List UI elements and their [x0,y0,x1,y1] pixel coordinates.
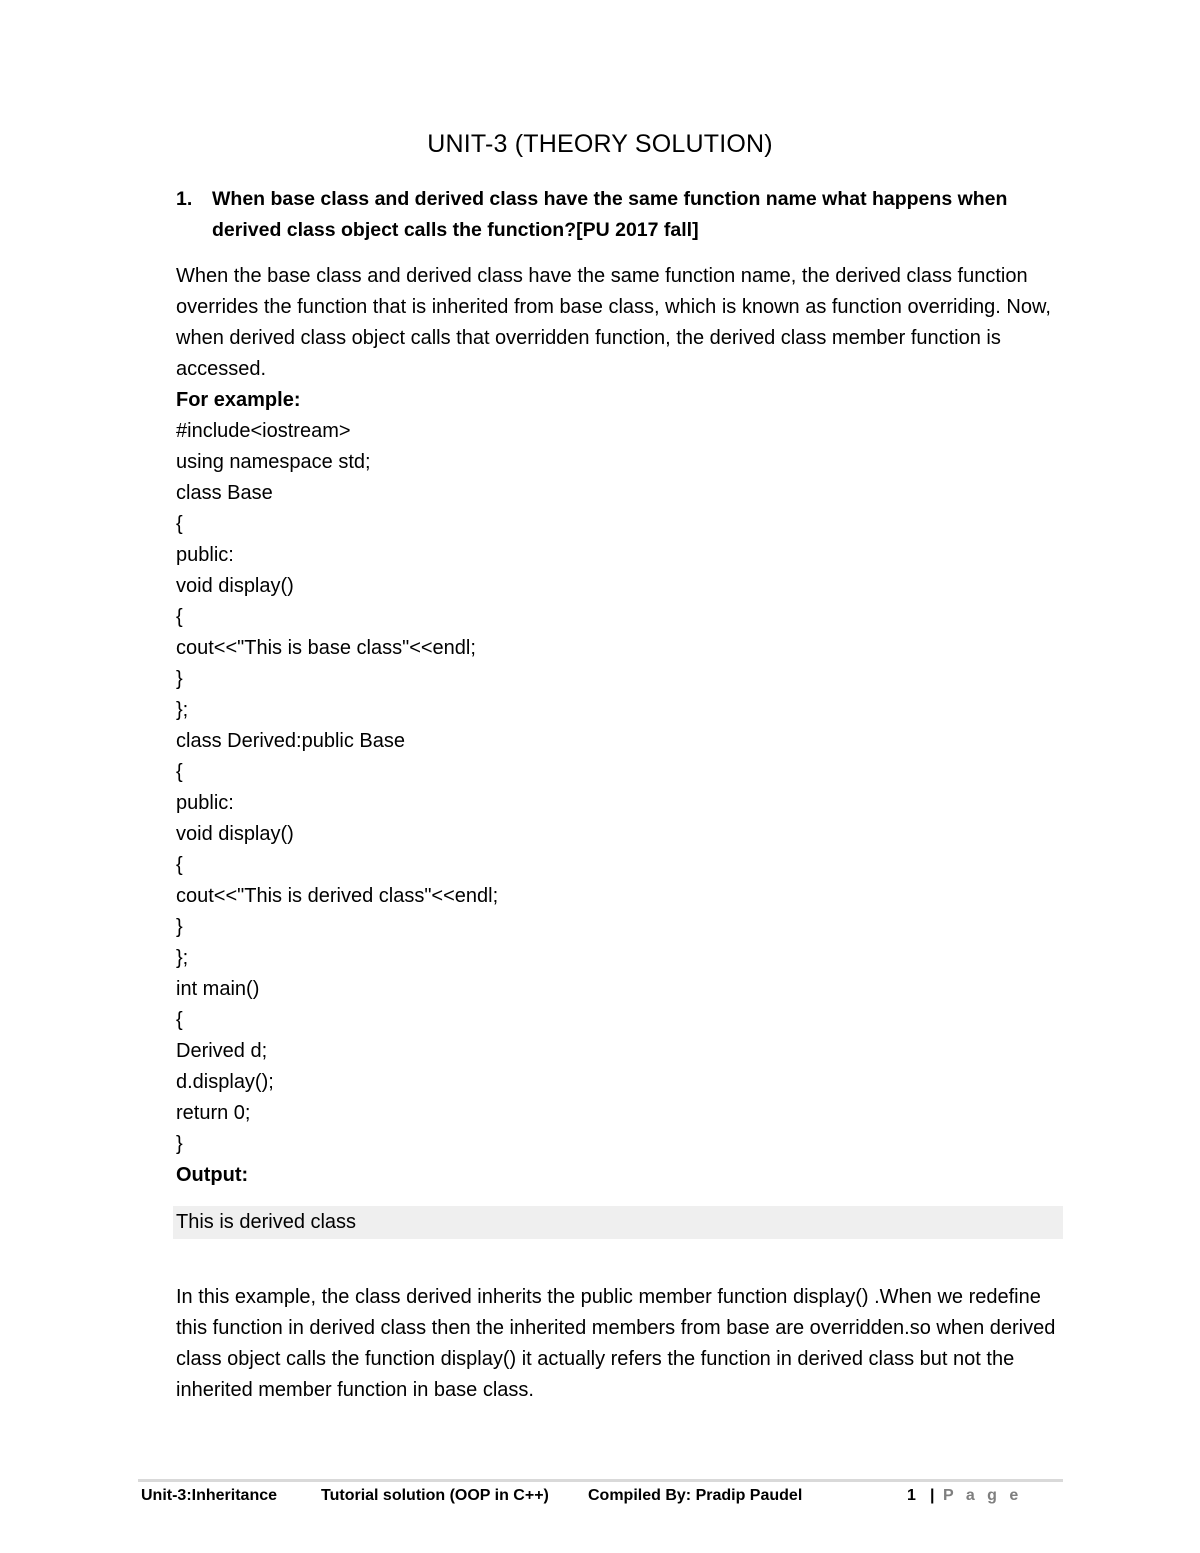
code-line: int main() [176,978,260,1000]
code-line: cout<<"This is base class"<<endl; [176,637,476,659]
code-line: public: [176,544,234,566]
code-line: { [176,513,183,535]
code-line: d.display(); [176,1071,274,1093]
code-line: using namespace std; [176,451,371,473]
code-line: { [176,606,183,628]
question-1 [176,184,1066,246]
footer-page-number: 1 [907,1487,916,1504]
output-box: This is derived class [173,1206,1063,1239]
answer-paragraph: When the base class and derived class have the same function name, the derived class function overrides the function that is inherited from base class, which is known as function overriding. Now, when derived class object calls that overridden function, the derived class member function is accessed. [176,265,1051,380]
code-example [176,385,1066,1191]
footer-compiled-by: Compiled By: Pradip Paudel [588,1487,803,1504]
code-line: { [176,1009,183,1031]
code-line: class Derived:public Base [176,730,405,752]
footer-tutorial: Tutorial solution (OOP in C++) [321,1487,549,1504]
code-line: public: [176,792,234,814]
code-line: Derived d; [176,1040,268,1062]
code-line: class Base [176,482,273,504]
code-line: }; [176,699,189,721]
question-number: 1. [176,188,193,210]
code-line: void display() [176,823,294,845]
code-line: { [176,761,183,783]
code-line: #include<iostream> [176,420,351,442]
code-line: void display() [176,575,294,597]
explanation-paragraph: In this example, the class derived inherits the public member function display() .When we redefine this function in derived class then the inherited members from base are overridden.so when derived class object calls the function display() it actually refers the function in derived class but not the inherited member function in base class. [176,1286,1056,1401]
code-line: }; [176,947,189,969]
footer-separator: | [930,1487,935,1504]
footer-unit: Unit-3:Inheritance [141,1487,278,1504]
example-label: For example: [176,389,301,411]
question-text: When base class and derived class have the same function name what happens when derived class object calls the function?[PU 2017 fall] [212,188,1008,241]
code-line: { [176,854,183,876]
code-line: } [176,916,183,938]
page-title: UNIT-3 (THEORY SOLUTION) [427,130,773,158]
footer-divider [138,1479,1063,1482]
code-line: return 0; [176,1102,251,1124]
code-line: cout<<"This is derived class"<<endl; [176,885,499,907]
code-line: } [176,1133,183,1155]
output-label: Output: [176,1164,249,1186]
footer-page-label: P a g e [943,1487,1023,1504]
code-line: } [176,668,183,690]
